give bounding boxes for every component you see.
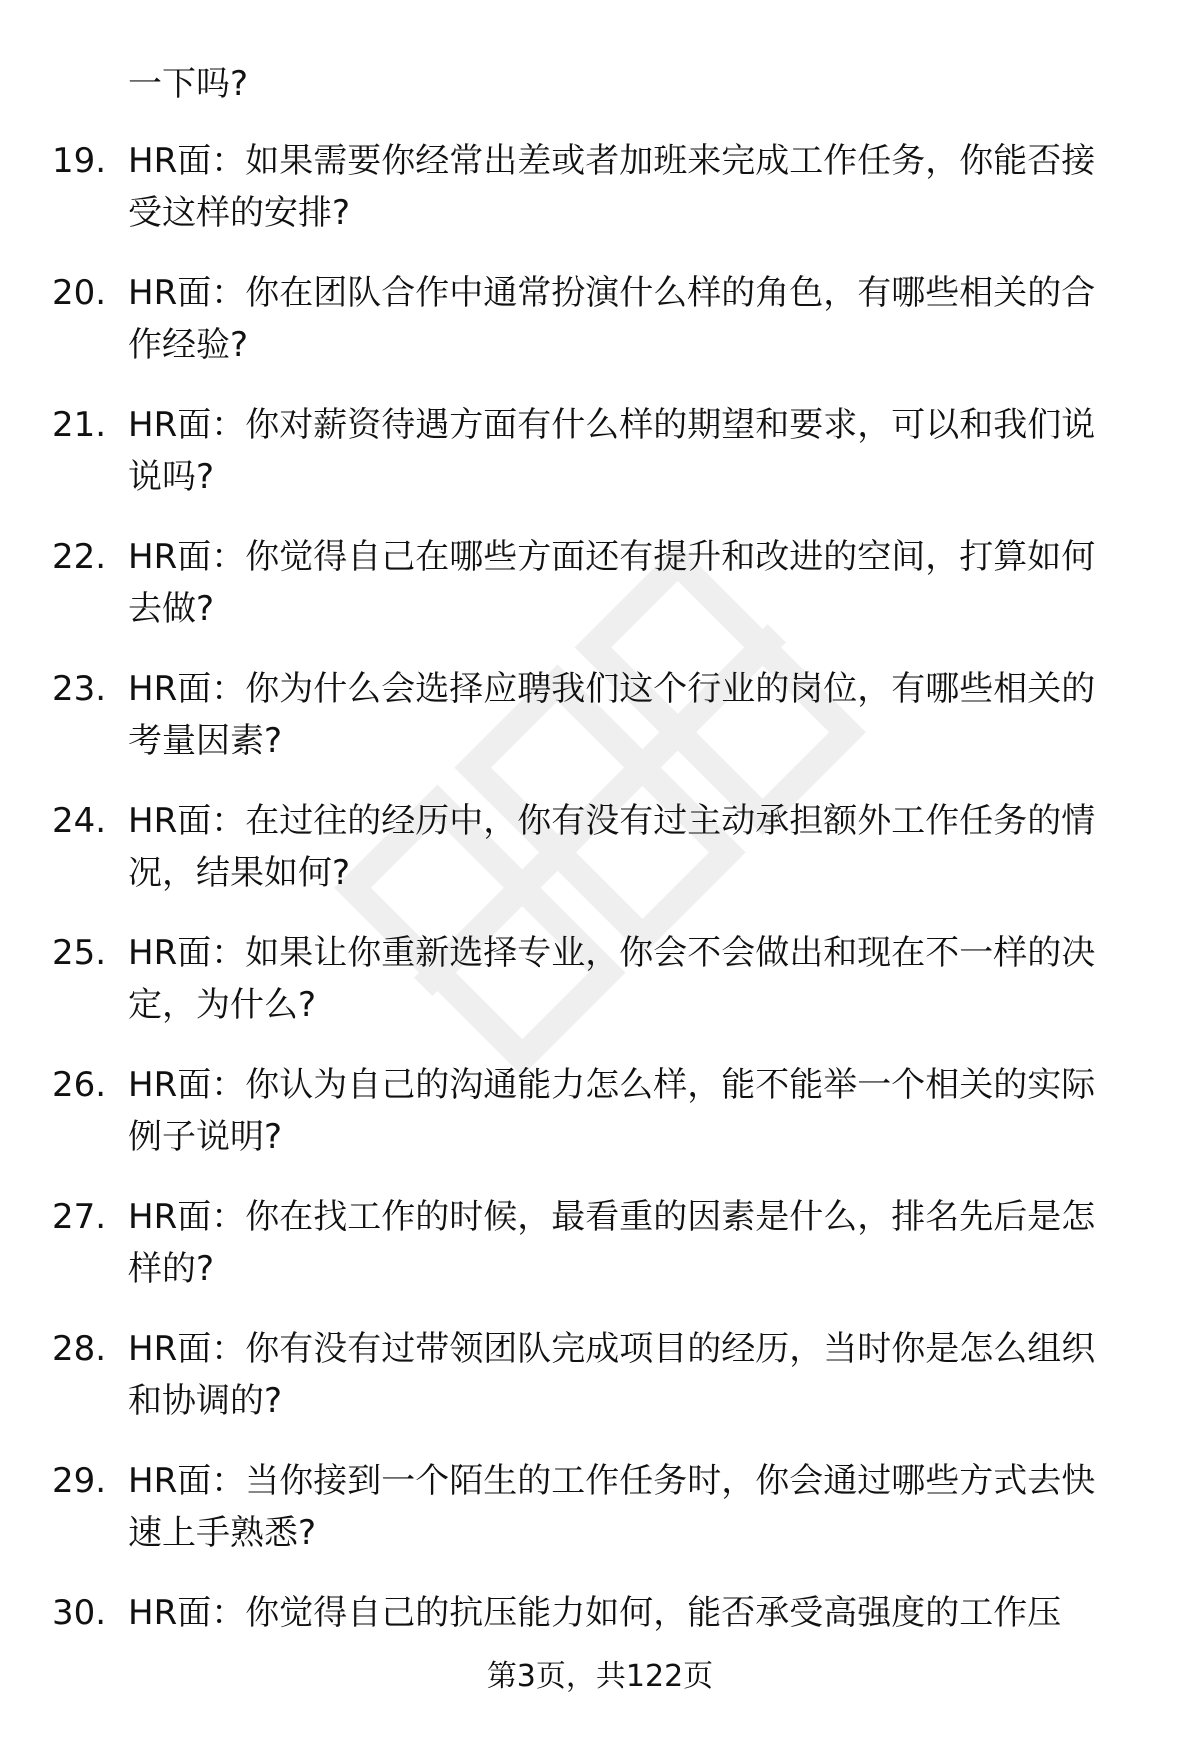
list-item bbox=[0, 795, 1200, 927]
question-text bbox=[128, 1191, 1160, 1295]
list-item bbox=[0, 1191, 1200, 1323]
question-line: HR面：如果需要你经常出差或者加班来完成工作任务，你能否接 bbox=[128, 141, 1096, 181]
question-line: 受这样的安排? bbox=[128, 193, 351, 233]
question-line: HR面：你认为自己的沟通能力怎么样，能不能举一个相关的实际 bbox=[128, 1065, 1096, 1105]
question-line: HR面：你有没有过带领团队完成项目的经历，当时你是怎么组织 bbox=[128, 1329, 1096, 1369]
question-list bbox=[0, 135, 1200, 1719]
question-number: 29. bbox=[52, 1461, 107, 1501]
question-line: 速上手熟悉? bbox=[128, 1513, 317, 1553]
question-text bbox=[128, 927, 1160, 1031]
list-item bbox=[0, 663, 1200, 795]
question-text bbox=[128, 399, 1160, 503]
question-line: 况，结果如何? bbox=[128, 853, 351, 893]
question-line: HR面：如果让你重新选择专业，你会不会做出和现在不一样的决 bbox=[128, 933, 1096, 973]
question-number: 23. bbox=[52, 669, 107, 709]
question-text bbox=[128, 1059, 1160, 1163]
question-line: HR面：你对薪资待遇方面有什么样的期望和要求，可以和我们说 bbox=[128, 405, 1096, 445]
question-line: HR面：在过往的经历中，你有没有过主动承担额外工作任务的情 bbox=[128, 801, 1096, 841]
question-line: 作经验? bbox=[128, 325, 249, 365]
question-number: 25. bbox=[52, 933, 107, 973]
question-line: HR面：你觉得自己的抗压能力如何，能否承受高强度的工作压 bbox=[128, 1593, 1062, 1633]
question-number: 26. bbox=[52, 1065, 107, 1105]
question-number: 21. bbox=[52, 405, 107, 445]
list-item bbox=[0, 399, 1200, 531]
list-item bbox=[0, 135, 1200, 267]
question-number: 27. bbox=[52, 1197, 107, 1237]
question-text bbox=[128, 531, 1160, 635]
question-number: 24. bbox=[52, 801, 107, 841]
question-line: 考量因素? bbox=[128, 721, 283, 761]
question-number: 28. bbox=[52, 1329, 107, 1369]
question-line: HR面：当你接到一个陌生的工作任务时，你会通过哪些方式去快 bbox=[128, 1461, 1096, 1501]
question-line: HR面：你觉得自己在哪些方面还有提升和改进的空间，打算如何 bbox=[128, 537, 1096, 577]
question-line: 去做? bbox=[128, 589, 215, 629]
question-text bbox=[128, 1455, 1160, 1559]
page-footer: 第3页，共122页 bbox=[486, 1659, 714, 1694]
question-line: 和协调的? bbox=[128, 1381, 283, 1421]
question-line: 说吗? bbox=[128, 457, 215, 497]
question-number: 20. bbox=[52, 273, 107, 313]
continued-question-text: 一下吗? bbox=[128, 64, 249, 104]
question-text bbox=[128, 1587, 1160, 1639]
question-number: 22. bbox=[52, 537, 107, 577]
question-line: 例子说明? bbox=[128, 1117, 283, 1157]
list-item bbox=[0, 1059, 1200, 1191]
question-line: 样的? bbox=[128, 1249, 215, 1289]
question-number: 19. bbox=[52, 141, 107, 181]
list-item bbox=[0, 1455, 1200, 1587]
list-item bbox=[0, 1323, 1200, 1455]
list-item bbox=[0, 927, 1200, 1059]
question-number: 30. bbox=[52, 1593, 107, 1633]
question-text bbox=[128, 663, 1160, 767]
question-text bbox=[128, 135, 1160, 239]
question-line: HR面：你为什么会选择应聘我们这个行业的岗位，有哪些相关的 bbox=[128, 669, 1096, 709]
list-item bbox=[0, 531, 1200, 663]
question-line: HR面：你在找工作的时候，最看重的因素是什么，排名先后是怎 bbox=[128, 1197, 1096, 1237]
list-item bbox=[0, 1587, 1200, 1719]
question-line: 定，为什么? bbox=[128, 985, 317, 1025]
question-text bbox=[128, 1323, 1160, 1427]
list-item bbox=[0, 267, 1200, 399]
question-text bbox=[128, 267, 1160, 371]
question-text bbox=[128, 795, 1160, 899]
question-line: HR面：你在团队合作中通常扮演什么样的角色，有哪些相关的合 bbox=[128, 273, 1096, 313]
